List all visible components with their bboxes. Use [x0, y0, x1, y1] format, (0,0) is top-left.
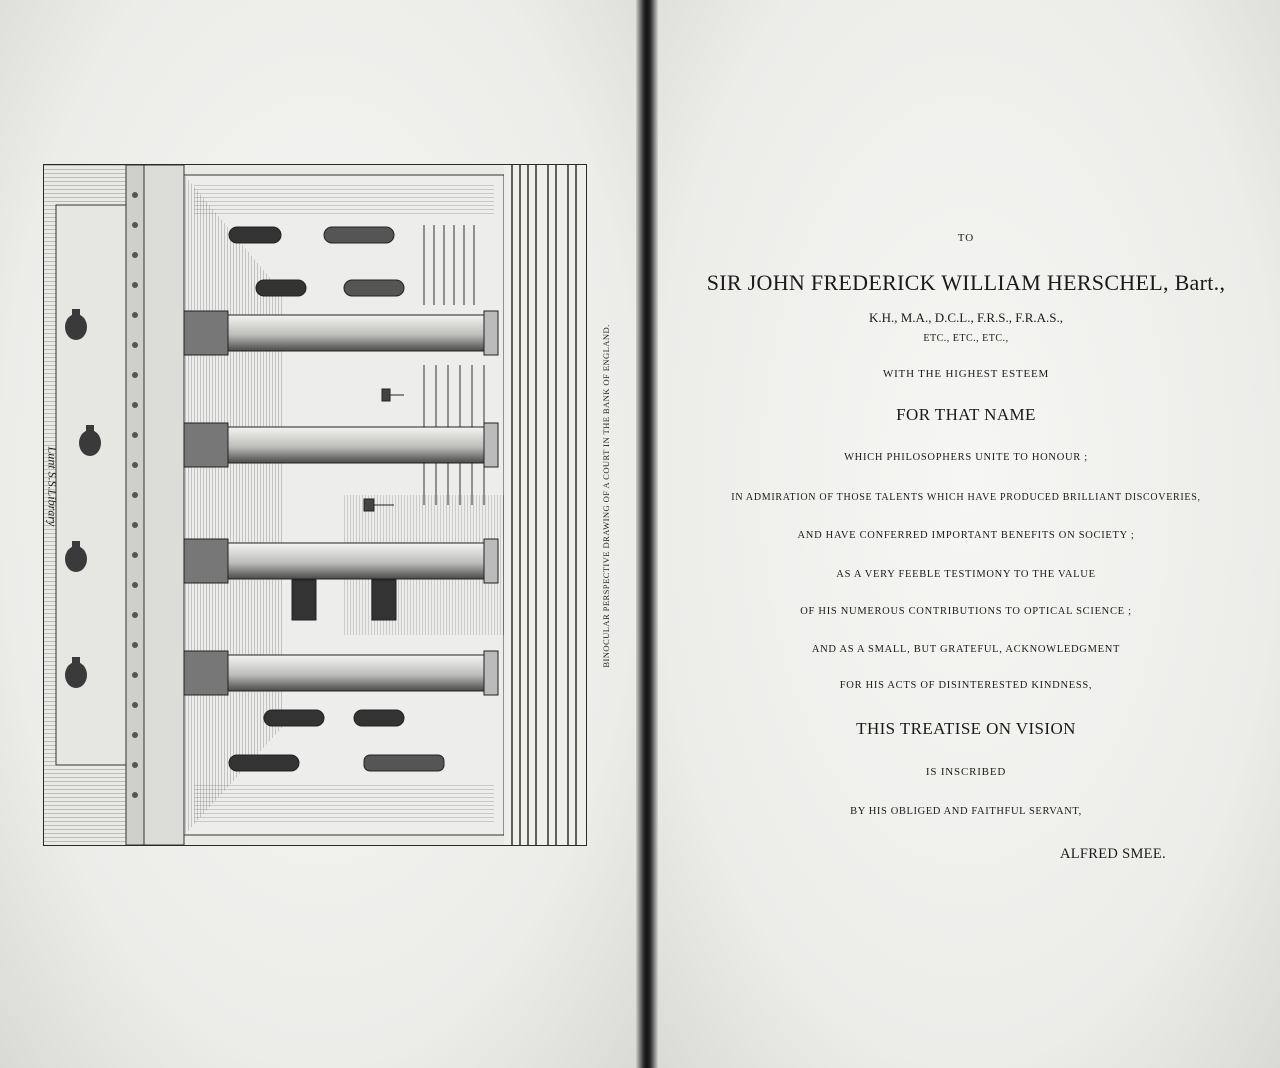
dedication-line: IN ADMIRATION OF THOSE TALENTS WHICH HAVE PRODUCED BRILLIANT DISCOVERIES, — [731, 492, 1201, 503]
dedication-line: OF HIS NUMEROUS CONTRIBUTIONS TO OPTICAL SCIENCE ; — [800, 606, 1132, 617]
dedication-line: AND AS A SMALL, BUT GRATEFUL, ACKNOWLEDGMENT — [811, 644, 1121, 655]
dedication-line: WHICH PHILOSOPHERS UNITE TO HONOUR ; — [844, 452, 1088, 463]
dedication-for-that-name: FOR THAT NAME — [896, 405, 1036, 424]
dedication-line: AND HAVE CONFERRED IMPORTANT BENEFITS ON SOCIETY ; — [797, 530, 1135, 541]
dedication-line: AS A VERY FEEBLE TESTIMONY TO THE VALUE — [836, 569, 1096, 580]
dedication-inscribed: IS INSCRIBED — [925, 766, 1007, 778]
engraving-plate — [44, 165, 586, 845]
library-stamp — [44, 438, 62, 538]
dedicatee-name: SIR JOHN FREDERICK WILLIAM HERSCHEL, Bart., — [706, 270, 1226, 295]
dedicatee-qualifications: K.H., M.A., D.C.L., F.R.S., F.R.A.S., — [868, 310, 1064, 325]
dedicatee-etc: ETC., ETC., ETC., — [923, 333, 1009, 344]
plate-caption — [598, 290, 614, 708]
library-stamp-text: Lunt S.S.Library — [45, 446, 60, 527]
dedication-esteem: WITH THE HIGHEST ESTEEM — [882, 368, 1050, 380]
dedication-treatise-title: THIS TREATISE ON VISION — [856, 719, 1076, 738]
author-signature: ALFRED SMEE. — [1060, 846, 1166, 862]
dedication-line: FOR HIS ACTS OF DISINTERESTED KINDNESS, — [839, 680, 1093, 691]
dedication-to: TO — [957, 232, 975, 244]
plate-caption-text: BINOCULAR PERSPECTIVE DRAWING OF A COURT IN THE BANK OF ENGLAND. — [601, 324, 611, 668]
dedication-servant: BY HIS OBLIGED AND FAITHFUL SERVANT, — [850, 806, 1082, 817]
court-engraving — [44, 165, 586, 845]
